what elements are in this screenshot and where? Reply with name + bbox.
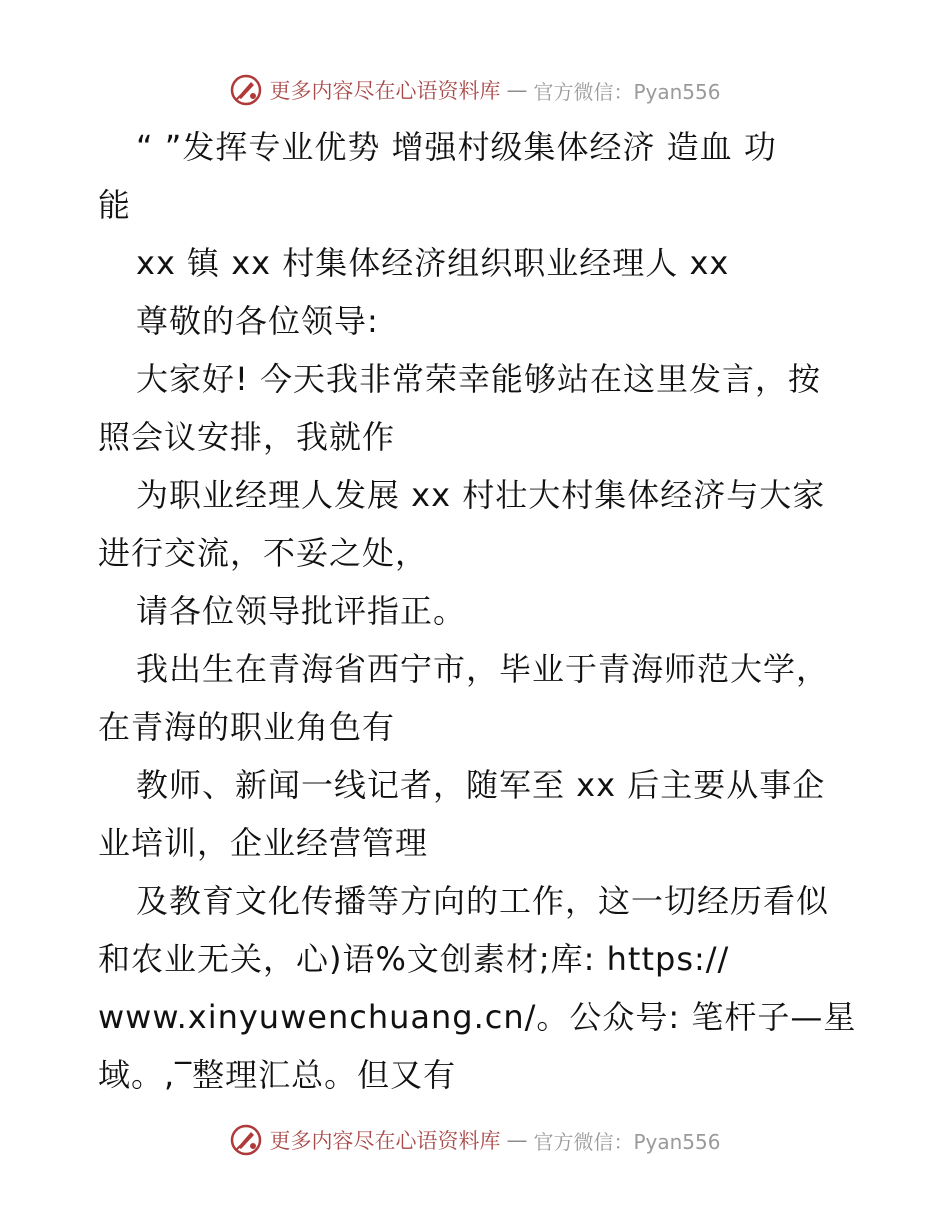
doc-paragraph-line: 教师、新闻一线记者，随军至 xx 后主要从事企 <box>136 766 826 804</box>
header-banner <box>0 70 950 110</box>
doc-paragraph-line: 业培训，企业经营管理 <box>98 824 429 862</box>
doc-paragraph-line: 在青海的职业角色有 <box>98 708 396 746</box>
header-banner-wechat: 官方微信：Pyan556 <box>533 79 721 104</box>
doc-title-line-1: “ ”发挥专业优势 增强村级集体经济 造血 功 <box>136 128 777 166</box>
footer-banner-text: 更多内容尽在心语资料库 <box>269 1129 501 1153</box>
quill-logo-icon <box>229 1123 263 1157</box>
header-banner-separator: — <box>506 78 528 102</box>
doc-paragraph-line: www.xinyuwenchuang.cn/。公众号: 笔杆子—星 <box>98 998 857 1036</box>
doc-salutation: 尊敬的各位领导: <box>136 302 379 340</box>
doc-title-line-2: 能 <box>98 186 132 224</box>
doc-author-line: xx 镇 xx 村集体经济组织职业经理人 xx <box>136 244 730 282</box>
doc-paragraph-line: 照会议安排，我就作 <box>98 418 396 456</box>
doc-paragraph-line: 进行交流，不妥之处， <box>98 534 429 572</box>
quill-logo-icon <box>229 73 263 107</box>
footer-banner-wechat: 官方微信：Pyan556 <box>533 1129 721 1154</box>
doc-paragraph-line: 域。,‾整理汇总。但又有 <box>98 1056 457 1094</box>
doc-paragraph-line: 和农业无关，心)语%文创素材;库: https:// <box>98 940 730 978</box>
footer-banner-content <box>229 1123 720 1157</box>
doc-paragraph-line: 为职业经理人发展 xx 村壮大村集体经济与大家 <box>136 476 826 514</box>
doc-paragraph-line: 及教育文化传播等方向的工作，这一切经历看似 <box>136 882 830 920</box>
header-banner-content <box>229 73 720 107</box>
doc-paragraph-line: 大家好! 今天我非常荣幸能够站在这里发言，按 <box>136 360 822 398</box>
header-banner-text: 更多内容尽在心语资料库 <box>269 79 501 103</box>
document-body <box>98 118 858 1104</box>
doc-paragraph-line: 我出生在青海省西宁市，毕业于青海师范大学， <box>136 650 830 688</box>
footer-banner <box>0 1120 950 1160</box>
doc-paragraph-line: 请各位领导批评指正。 <box>136 592 467 630</box>
footer-banner-separator: — <box>506 1128 528 1152</box>
